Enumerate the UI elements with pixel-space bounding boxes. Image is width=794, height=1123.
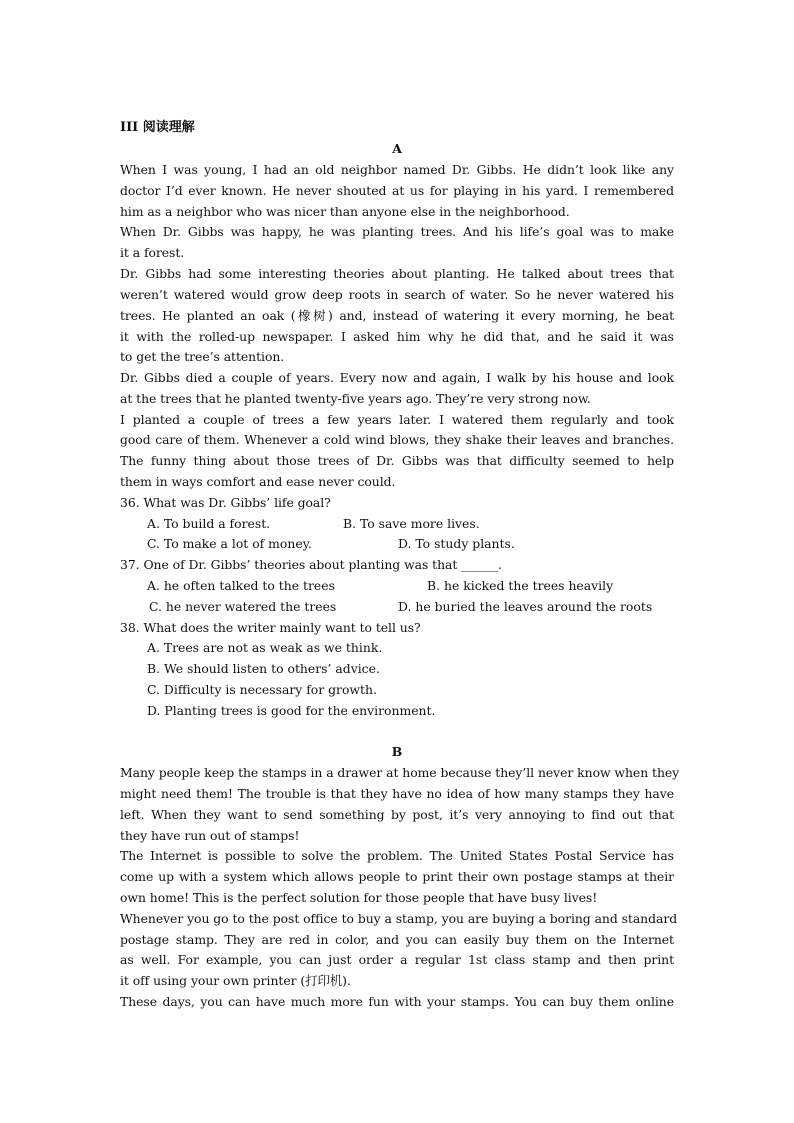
passage-b-line: they have run out of stamps! <box>120 828 300 843</box>
passage-a-line: them in ways comfort and ease never could. <box>120 474 396 489</box>
passage-b-line: Many people keep the stamps in a drawer at home because they’ll never know when they <box>120 765 680 780</box>
question-38-option-b: B. We should listen to others’ advice. <box>147 661 380 676</box>
question-36-option-c: C. To make a lot of money. <box>147 536 312 551</box>
passage-a-line: The funny thing about those trees of Dr. Gibbs was that difficulty seemed to help <box>120 453 674 468</box>
passage-b-line: Whenever you go to the post office to buy a stamp, you are buying a boring and standard <box>120 911 678 926</box>
passage-a-line: him as a neighbor who was nicer than anyone else in the neighborhood. <box>120 204 570 219</box>
passage-a-line: it a forest. <box>120 245 185 260</box>
passage-b-line: postage stamp. They are red in color, and you can easily buy them on the Internet <box>120 932 674 947</box>
question-37-option-b: B. he kicked the trees heavily <box>427 578 614 593</box>
question-38-option-a: A. Trees are not as weak as we think. <box>147 640 383 655</box>
passage-a-line: When Dr. Gibbs was happy, he was planting trees. And his life’s goal was to make <box>120 224 674 239</box>
passage-b-line: The Internet is possible to solve the problem. The United States Postal Service has <box>120 848 674 863</box>
passage-a-label: A <box>392 141 402 156</box>
passage-b-line: own home! This is the perfect solution for those people that have busy lives! <box>120 890 598 905</box>
passage-b-line: left. When they want to send something by post, it’s very annoying to find out that <box>120 807 674 822</box>
question-36-option-a: A. To build a forest. <box>147 516 271 531</box>
passage-b-line: as well. For example, you can just order a regular 1st class stamp and then print <box>120 952 674 967</box>
question-38-stem: 38. What does the writer mainly want to tell us? <box>120 620 421 635</box>
question-36-stem: 36. What was Dr. Gibbs’ life goal? <box>120 495 331 510</box>
passage-b-line: come up with a system which allows people to print their own postage stamps at their <box>120 869 674 884</box>
passage-b-line: it off using your own printer (打印机). <box>120 973 351 988</box>
question-37-stem: 37. One of Dr. Gibbs’ theories about planting was that ______. <box>120 557 502 572</box>
question-37-option-d: D. he buried the leaves around the roots <box>398 599 653 614</box>
question-37-option-a: A. he often talked to the trees <box>147 578 335 593</box>
passage-b-line: might need them! The trouble is that they have no idea of how many stamps they have <box>120 786 674 801</box>
passage-a-line: When I was young, I had an old neighbor named Dr. Gibbs. He didn’t look like any <box>120 162 674 177</box>
passage-a-line: I planted a couple of trees a few years later. I watered them regularly and took <box>120 412 674 427</box>
passage-b-label: B <box>391 744 403 759</box>
passage-b-line: These days, you can have much more fun with your stamps. You can buy them online <box>120 994 674 1009</box>
question-36-option-d: D. To study plants. <box>398 536 515 551</box>
passage-a-line: it with the rolled-up newspaper. I asked him why he did that, and he said it was <box>120 329 674 344</box>
passage-a-line: trees. He planted an oak (橡树) and, instead of watering it every morning, he beat <box>120 308 674 323</box>
passage-a-line: Dr. Gibbs had some interesting theories about planting. He talked about trees that <box>120 266 674 281</box>
section-title: III 阅读理解 <box>120 120 195 135</box>
passage-a-line: doctor I’d ever known. He never shouted at us for playing in his yard. I remembered <box>120 183 674 198</box>
passage-a-line: good care of them. Whenever a cold wind blows, they shake their leaves and branches. <box>120 432 674 447</box>
question-38-option-d: D. Planting trees is good for the environment. <box>147 703 436 718</box>
question-36-option-b: B. To save more lives. <box>343 516 480 531</box>
passage-a-line: weren’t watered would grow deep roots in search of water. So he never watered his <box>120 287 674 302</box>
question-37-option-c: C. he never watered the trees <box>149 599 337 614</box>
passage-a-line: Dr. Gibbs died a couple of years. Every now and again, I walk by his house and look <box>120 370 674 385</box>
passage-a-line: at the trees that he planted twenty-five years ago. They’re very strong now. <box>120 391 591 406</box>
passage-a-line: to get the tree’s attention. <box>120 349 285 364</box>
question-38-option-c: C. Difficulty is necessary for growth. <box>147 682 377 697</box>
